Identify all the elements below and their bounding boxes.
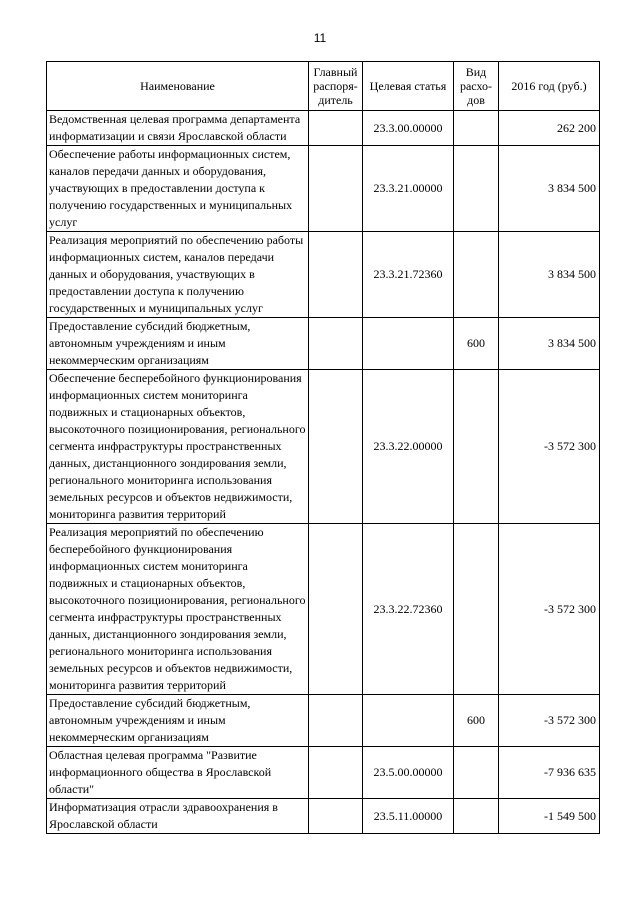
table-row bbox=[47, 318, 600, 370]
cell-target: 23.5.11.00000 bbox=[363, 799, 454, 834]
cell-expense bbox=[454, 232, 499, 318]
cell-amount: 3 834 500 bbox=[499, 146, 600, 232]
cell-name: Реализация мероприятий по обеспечению работы информационных систем, каналов передачи данных и оборудования, участвующих в предоставлении доступа к получению государственных и муниципальных услуг bbox=[47, 232, 309, 318]
header-amount: 2016 год (руб.) bbox=[499, 62, 600, 111]
budget-table bbox=[46, 61, 600, 834]
cell-expense bbox=[454, 146, 499, 232]
cell-target bbox=[363, 318, 454, 370]
cell-amount: -3 572 300 bbox=[499, 524, 600, 695]
cell-name: Областная целевая программа "Развитие информационного общества в Ярославской области" bbox=[47, 747, 309, 799]
cell-amount: 3 834 500 bbox=[499, 232, 600, 318]
cell-admin bbox=[309, 111, 363, 146]
cell-expense: 600 bbox=[454, 318, 499, 370]
cell-expense bbox=[454, 747, 499, 799]
table-header-row bbox=[47, 62, 600, 111]
cell-target: 23.3.22.00000 bbox=[363, 370, 454, 524]
page-number: 11 bbox=[313, 31, 327, 45]
cell-amount: -3 572 300 bbox=[499, 695, 600, 747]
cell-target bbox=[363, 695, 454, 747]
cell-target: 23.5.00.00000 bbox=[363, 747, 454, 799]
cell-amount: 262 200 bbox=[499, 111, 600, 146]
header-name: Наименование bbox=[47, 62, 309, 111]
cell-name: Реализация мероприятий по обеспечению бесперебойного функционирования информационных систем мониторинга подвижных и стационарных объектов, высокоточного позиционирования, регионального сегмента инфраструктуры пространственных данных, дистанционного зондирования земли, регионального мониторинга использования земельных ресурсов и объектов недвижимости, мониторинга развития территорий bbox=[47, 524, 309, 695]
cell-admin bbox=[309, 370, 363, 524]
cell-name: Ведомственная целевая программа департамента информатизации и связи Ярославской области bbox=[47, 111, 309, 146]
cell-amount: -3 572 300 bbox=[499, 370, 600, 524]
table-row bbox=[47, 799, 600, 834]
table-row bbox=[47, 747, 600, 799]
cell-target: 23.3.21.72360 bbox=[363, 232, 454, 318]
cell-admin bbox=[309, 524, 363, 695]
cell-admin bbox=[309, 695, 363, 747]
table-row bbox=[47, 146, 600, 232]
cell-target: 23.3.00.00000 bbox=[363, 111, 454, 146]
cell-expense bbox=[454, 524, 499, 695]
cell-expense bbox=[454, 370, 499, 524]
table-row bbox=[47, 111, 600, 146]
cell-admin bbox=[309, 747, 363, 799]
cell-target: 23.3.21.00000 bbox=[363, 146, 454, 232]
table-row bbox=[47, 232, 600, 318]
cell-admin bbox=[309, 799, 363, 834]
table-row bbox=[47, 370, 600, 524]
cell-amount: -1 549 500 bbox=[499, 799, 600, 834]
cell-amount: 3 834 500 bbox=[499, 318, 600, 370]
cell-name: Предоставление субсидий бюджетным, автономным учреждениям и иным некоммерческим организациям bbox=[47, 695, 309, 747]
header-admin: Главный распоря-дитель bbox=[309, 62, 363, 111]
cell-admin bbox=[309, 318, 363, 370]
cell-expense: 600 bbox=[454, 695, 499, 747]
cell-expense bbox=[454, 799, 499, 834]
table-row bbox=[47, 524, 600, 695]
cell-name: Обеспечение работы информационных систем, каналов передачи данных и оборудования, участвующих в предоставлении доступа к получению государственных и муниципальных услуг bbox=[47, 146, 309, 232]
header-expense: Вид расхо-дов bbox=[454, 62, 499, 111]
cell-amount: -7 936 635 bbox=[499, 747, 600, 799]
table-row bbox=[47, 695, 600, 747]
cell-admin bbox=[309, 146, 363, 232]
cell-target: 23.3.22.72360 bbox=[363, 524, 454, 695]
cell-name: Информатизация отрасли здравоохранения в Ярославской области bbox=[47, 799, 309, 834]
header-target: Целевая статья bbox=[363, 62, 454, 111]
cell-name: Обеспечение бесперебойного функционирования информационных систем мониторинга подвижных и стационарных объектов, высокоточного позиционирования, регионального сегмента инфраструктуры пространственных данных, дистанционного зондирования земли, регионального мониторинга использования земельных ресурсов и объектов недвижимости, мониторинга развития территорий bbox=[47, 370, 309, 524]
cell-admin bbox=[309, 232, 363, 318]
cell-name: Предоставление субсидий бюджетным, автономным учреждениям и иным некоммерческим организациям bbox=[47, 318, 309, 370]
cell-expense bbox=[454, 111, 499, 146]
